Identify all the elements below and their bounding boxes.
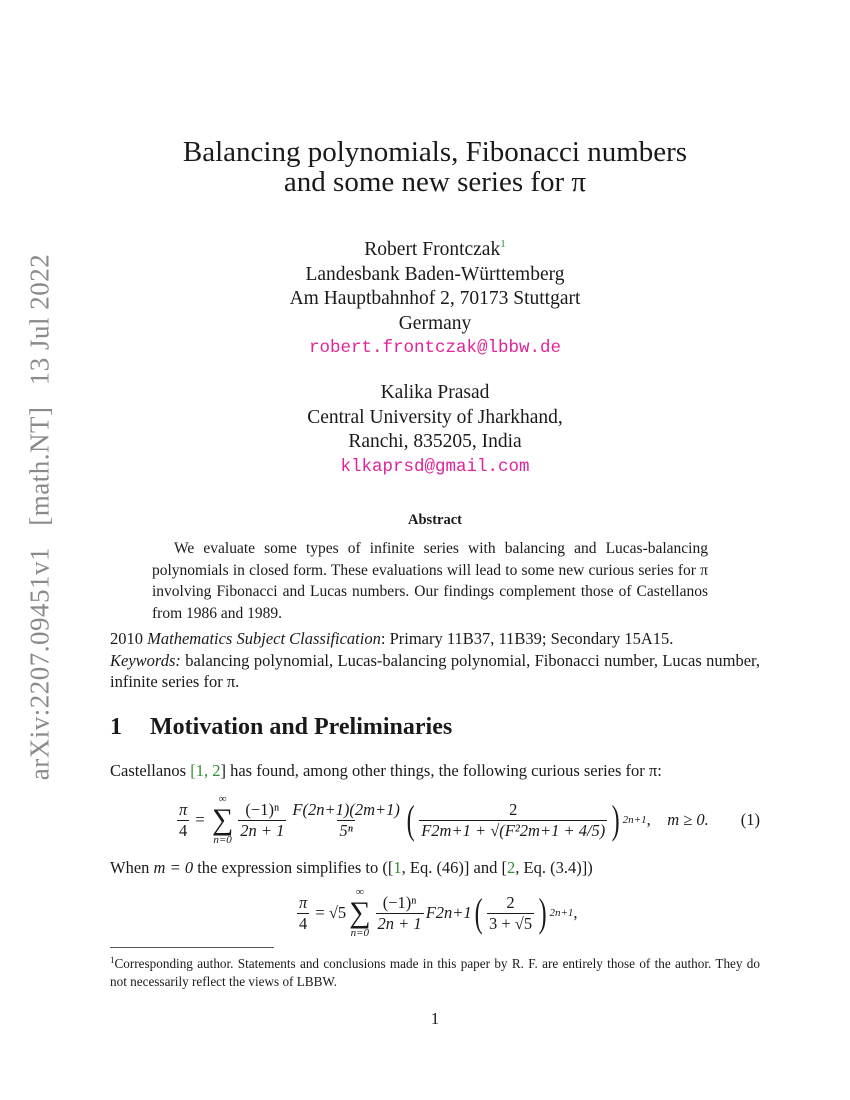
num: (−1)ⁿ <box>245 799 280 819</box>
affiliation-line: Ranchi, 835205, India <box>348 431 522 452</box>
affiliation-line: Am Hauptbahnhof 2, 70173 Stuttgart <box>289 288 581 309</box>
text: has found, among other things, the following curious series for π: <box>225 761 662 780</box>
citation-link-1[interactable]: 1 <box>195 761 204 780</box>
author-block-1 <box>0 232 850 361</box>
den: 2n + 1 <box>240 820 285 840</box>
text: When <box>110 858 154 877</box>
paper-title <box>0 137 850 197</box>
citation-link-2[interactable]: 2 <box>212 761 221 780</box>
title-line-2: and some new series for π <box>283 166 587 198</box>
num: π <box>299 892 308 912</box>
fibonacci-term: F2n+1 <box>425 903 472 922</box>
abstract-heading: Abstract <box>408 512 462 528</box>
text: Castellanos <box>110 761 191 780</box>
num: (−1)ⁿ <box>382 892 417 912</box>
den: 5ⁿ <box>339 820 353 840</box>
den: 4 <box>179 820 188 840</box>
footnote-link[interactable]: 1 <box>500 238 506 250</box>
cite-sep: , <box>203 761 213 780</box>
page-number: 1 <box>430 1009 440 1028</box>
fraction <box>297 893 309 934</box>
author-name: Kalika Prasad <box>380 382 490 403</box>
affiliation-line: Central University of Jharkhand, <box>307 406 563 428</box>
num: π <box>179 799 188 819</box>
coefficient: √5 <box>328 903 347 922</box>
paragraph-2 <box>110 857 760 879</box>
footnote-mark: 1 <box>110 955 115 965</box>
section-title: Motivation and Preliminaries <box>150 714 453 740</box>
inline-math: m = 0 <box>153 858 194 877</box>
author-email-link[interactable]: klkaprsd@gmail.com <box>340 456 530 477</box>
arxiv-id: arXiv:2207.09451v1 <box>24 547 55 781</box>
citation-link-2[interactable]: 2 <box>507 858 516 877</box>
fraction <box>487 893 534 934</box>
num: 2 <box>506 892 515 912</box>
trailing-punct: , <box>573 903 578 922</box>
fraction <box>419 800 607 841</box>
classification-block <box>110 628 760 693</box>
cite-bracket: ] <box>220 761 226 780</box>
msc-text: : Primary 11B37, 11B39; Secondary 15A15. <box>380 629 674 648</box>
den: F2m+1 + √(F²2m+1 + 4/5) <box>421 820 606 840</box>
author-name: Robert Frontczak <box>364 239 501 260</box>
text: , Eq. (3.4)]) <box>515 858 593 877</box>
sum-upper: ∞ <box>355 886 364 898</box>
num: 2 <box>509 799 518 819</box>
section-heading <box>110 714 452 741</box>
den: 3 + √5 <box>488 913 533 933</box>
fraction <box>376 893 424 934</box>
footnote-divider <box>110 947 274 948</box>
summation: ∞ ∑ n=0 <box>349 886 371 939</box>
citation-link-1[interactable]: 1 <box>393 858 402 877</box>
equation-2: $\frac{\pi}{4}$ = √5 ∞ ∑ n=0 $\frac{\text{(−1)ⁿ}}{2n + 1}$ F2n+1 ( $\frac{2}{3 + √5}$ ) 2n+1 , <box>299 886 578 939</box>
equation-number: (1) <box>740 810 760 829</box>
text: the expression simplifies to ([ <box>193 858 394 877</box>
cite-bracket: [ <box>190 761 196 780</box>
arxiv-date: 13 Jul 2022 <box>24 253 55 386</box>
sum-lower: n=0 <box>213 834 232 846</box>
footnote-text: Corresponding author. Statements and conclusions made in this paper by R. F. are entirely those of the author. They do not necessarily reflect the views of LBBW. <box>110 956 760 989</box>
author-block-2 <box>0 381 850 479</box>
msc-year: 2010 <box>110 629 143 648</box>
fraction <box>177 800 189 841</box>
affiliation-line: Germany <box>398 312 472 334</box>
keywords-text: balancing polynomial, Lucas-balancing polynomial, Fibonacci number, Lucas number, infinite series for π. <box>110 650 760 691</box>
abstract-text: We evaluate some types of infinite series with balancing and Lucas-balancing polynomials in closed form. These evaluations will lead to some new curious series for π involving Fibonacci and Lucas numbers. Our findings complement those of Castellanos from 1986 and 1989. <box>152 540 708 623</box>
num: F(2n+1)(2m+1) <box>292 799 400 819</box>
title-line-1: Balancing polynomials, Fibonacci numbers <box>182 136 688 168</box>
sum-lower: n=0 <box>350 927 370 939</box>
sum-upper: ∞ <box>218 793 227 805</box>
paragraph-1 <box>110 760 760 782</box>
equation-1: $\frac{\pi}{4}$ = ∞ ∑ n=0 $\frac{\text{(−1)ⁿ}}{2n + 1}$ $\frac{F(2n+1)(2m+1)}{\text{5ⁿ}}$ ( $\frac{2}{\text{F2m+1 + √(F²2m+1 + 4/5)}}$ ) 2n+1 , m ≥ 0. (1) <box>179 793 760 846</box>
den: 2n + 1 <box>377 913 422 933</box>
footnote <box>110 951 760 991</box>
fraction <box>290 800 402 841</box>
exponent: 2n+1 <box>622 814 647 826</box>
arxiv-category: [math.NT] <box>24 406 55 526</box>
text: , Eq. (46)] and [ <box>401 858 507 877</box>
section-number: 1 <box>110 714 122 740</box>
author-email-link[interactable]: robert.frontczak@lbbw.de <box>308 338 562 358</box>
keywords-label: Keywords: <box>110 650 181 670</box>
den: 4 <box>299 913 308 933</box>
exponent: 2n+1 <box>549 907 574 919</box>
fraction <box>238 800 286 841</box>
affiliation-line: Landesbank Baden-Württemberg <box>305 263 565 285</box>
msc-label: Mathematics Subject Classification <box>147 629 381 648</box>
condition: m ≥ 0. <box>667 810 709 829</box>
summation: ∞ ∑ n=0 <box>211 793 234 846</box>
